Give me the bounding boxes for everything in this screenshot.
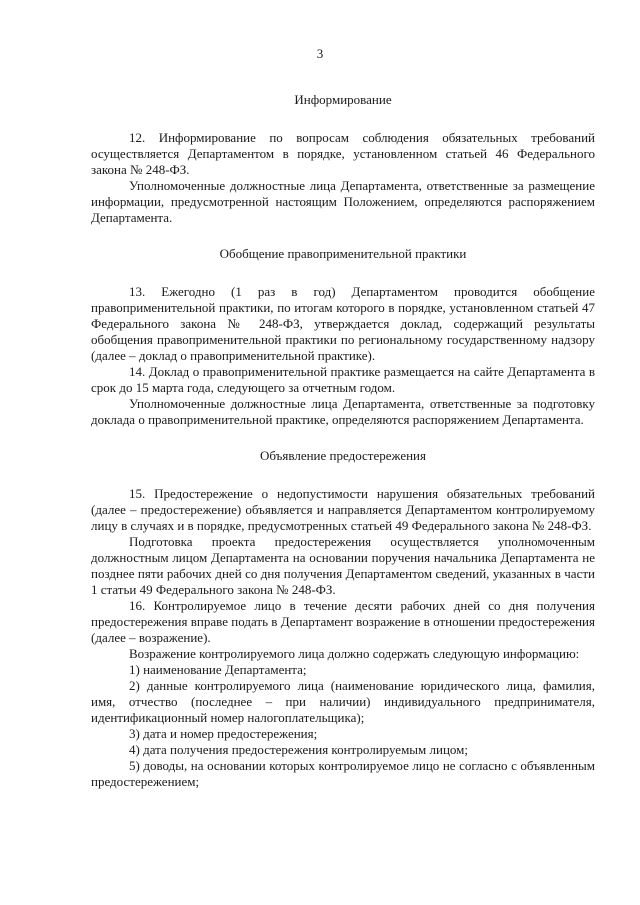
paragraph: 16. Контролируемое лицо в течение десяти рабочих дней со дня получения предостережения вправе подать в Департамент возражение в отношении предостережения (далее – возражение). (91, 598, 595, 645)
section-heading: Обобщение правоприменительной практики (219, 246, 467, 261)
list-item: 1) наименование Департамента; (129, 662, 307, 677)
list-item: 2) данные контролируемого лица (наименование юридического лица, фамилия, имя, отчество (последнее – при наличии) индивидуального предпринимателя, идентификационный номер налогоплательщика); (91, 678, 595, 725)
page-number: 3 (316, 46, 324, 61)
paragraph: Возражение контролируемого лица должно содержать следующую информацию: (129, 646, 580, 661)
section-warning-announcement (91, 448, 595, 790)
paragraph: Подготовка проекта предостережения осуществляется уполномоченным должностным лицом Департамента на основании поручения начальника Департамента не позднее пяти рабочих дней со дня получения Департаментом сведений, указанных в части 1 статьи 49 Федерального закона № 248-ФЗ. (91, 534, 595, 597)
paragraph: 14. Доклад о правоприменительной практике размещается на сайте Департамента в срок до 15 марта года, следующего за отчетным годом. (91, 364, 595, 395)
paragraph: Уполномоченные должностные лица Департамента, ответственные за размещение информации, предусмотренной настоящим Положением, определяются распоряжением Департамента. (91, 178, 595, 225)
section-heading: Информирование (294, 92, 392, 107)
list-item: 3) дата и номер предостережения; (129, 726, 318, 741)
list-item: 4) дата получения предостережения контролируемым лицом; (129, 742, 469, 757)
document-body (91, 92, 595, 790)
paragraph: 12. Информирование по вопросам соблюдения обязательных требований осуществляется Департаментом в порядке, установленном статьей 46 Федерального закона № 248-ФЗ. (91, 130, 595, 177)
paragraph: 15. Предостережение о недопустимости нарушения обязательных требований (далее – предостережение) объявляется и направляется Департаментом контролируемому лицу в случаях и в порядке, предусмотренных статьей 49 Федерального закона № 248-ФЗ. (91, 486, 595, 533)
list-item: 5) доводы, на основании которых контролируемое лицо не согласно с объявленным предостережением; (91, 758, 595, 789)
section-practice-generalization (91, 246, 595, 428)
paragraph: 13. Ежегодно (1 раз в год) Департаментом проводится обобщение правоприменительной практики, по итогам которого в порядке, установленном статьей 47 Федерального закона № 248-ФЗ, утверждается доклад, содержащий результаты обобщения правоприменительной практики по региональному государственному надзору (далее – доклад о правоприменительной практике). (91, 284, 595, 363)
section-heading: Объявление предостережения (260, 448, 426, 463)
section-informing (91, 92, 595, 226)
paragraph: Уполномоченные должностные лица Департамента, ответственные за подготовку доклада о правоприменительной практике, определяются распоряжением Департамента. (91, 396, 595, 427)
